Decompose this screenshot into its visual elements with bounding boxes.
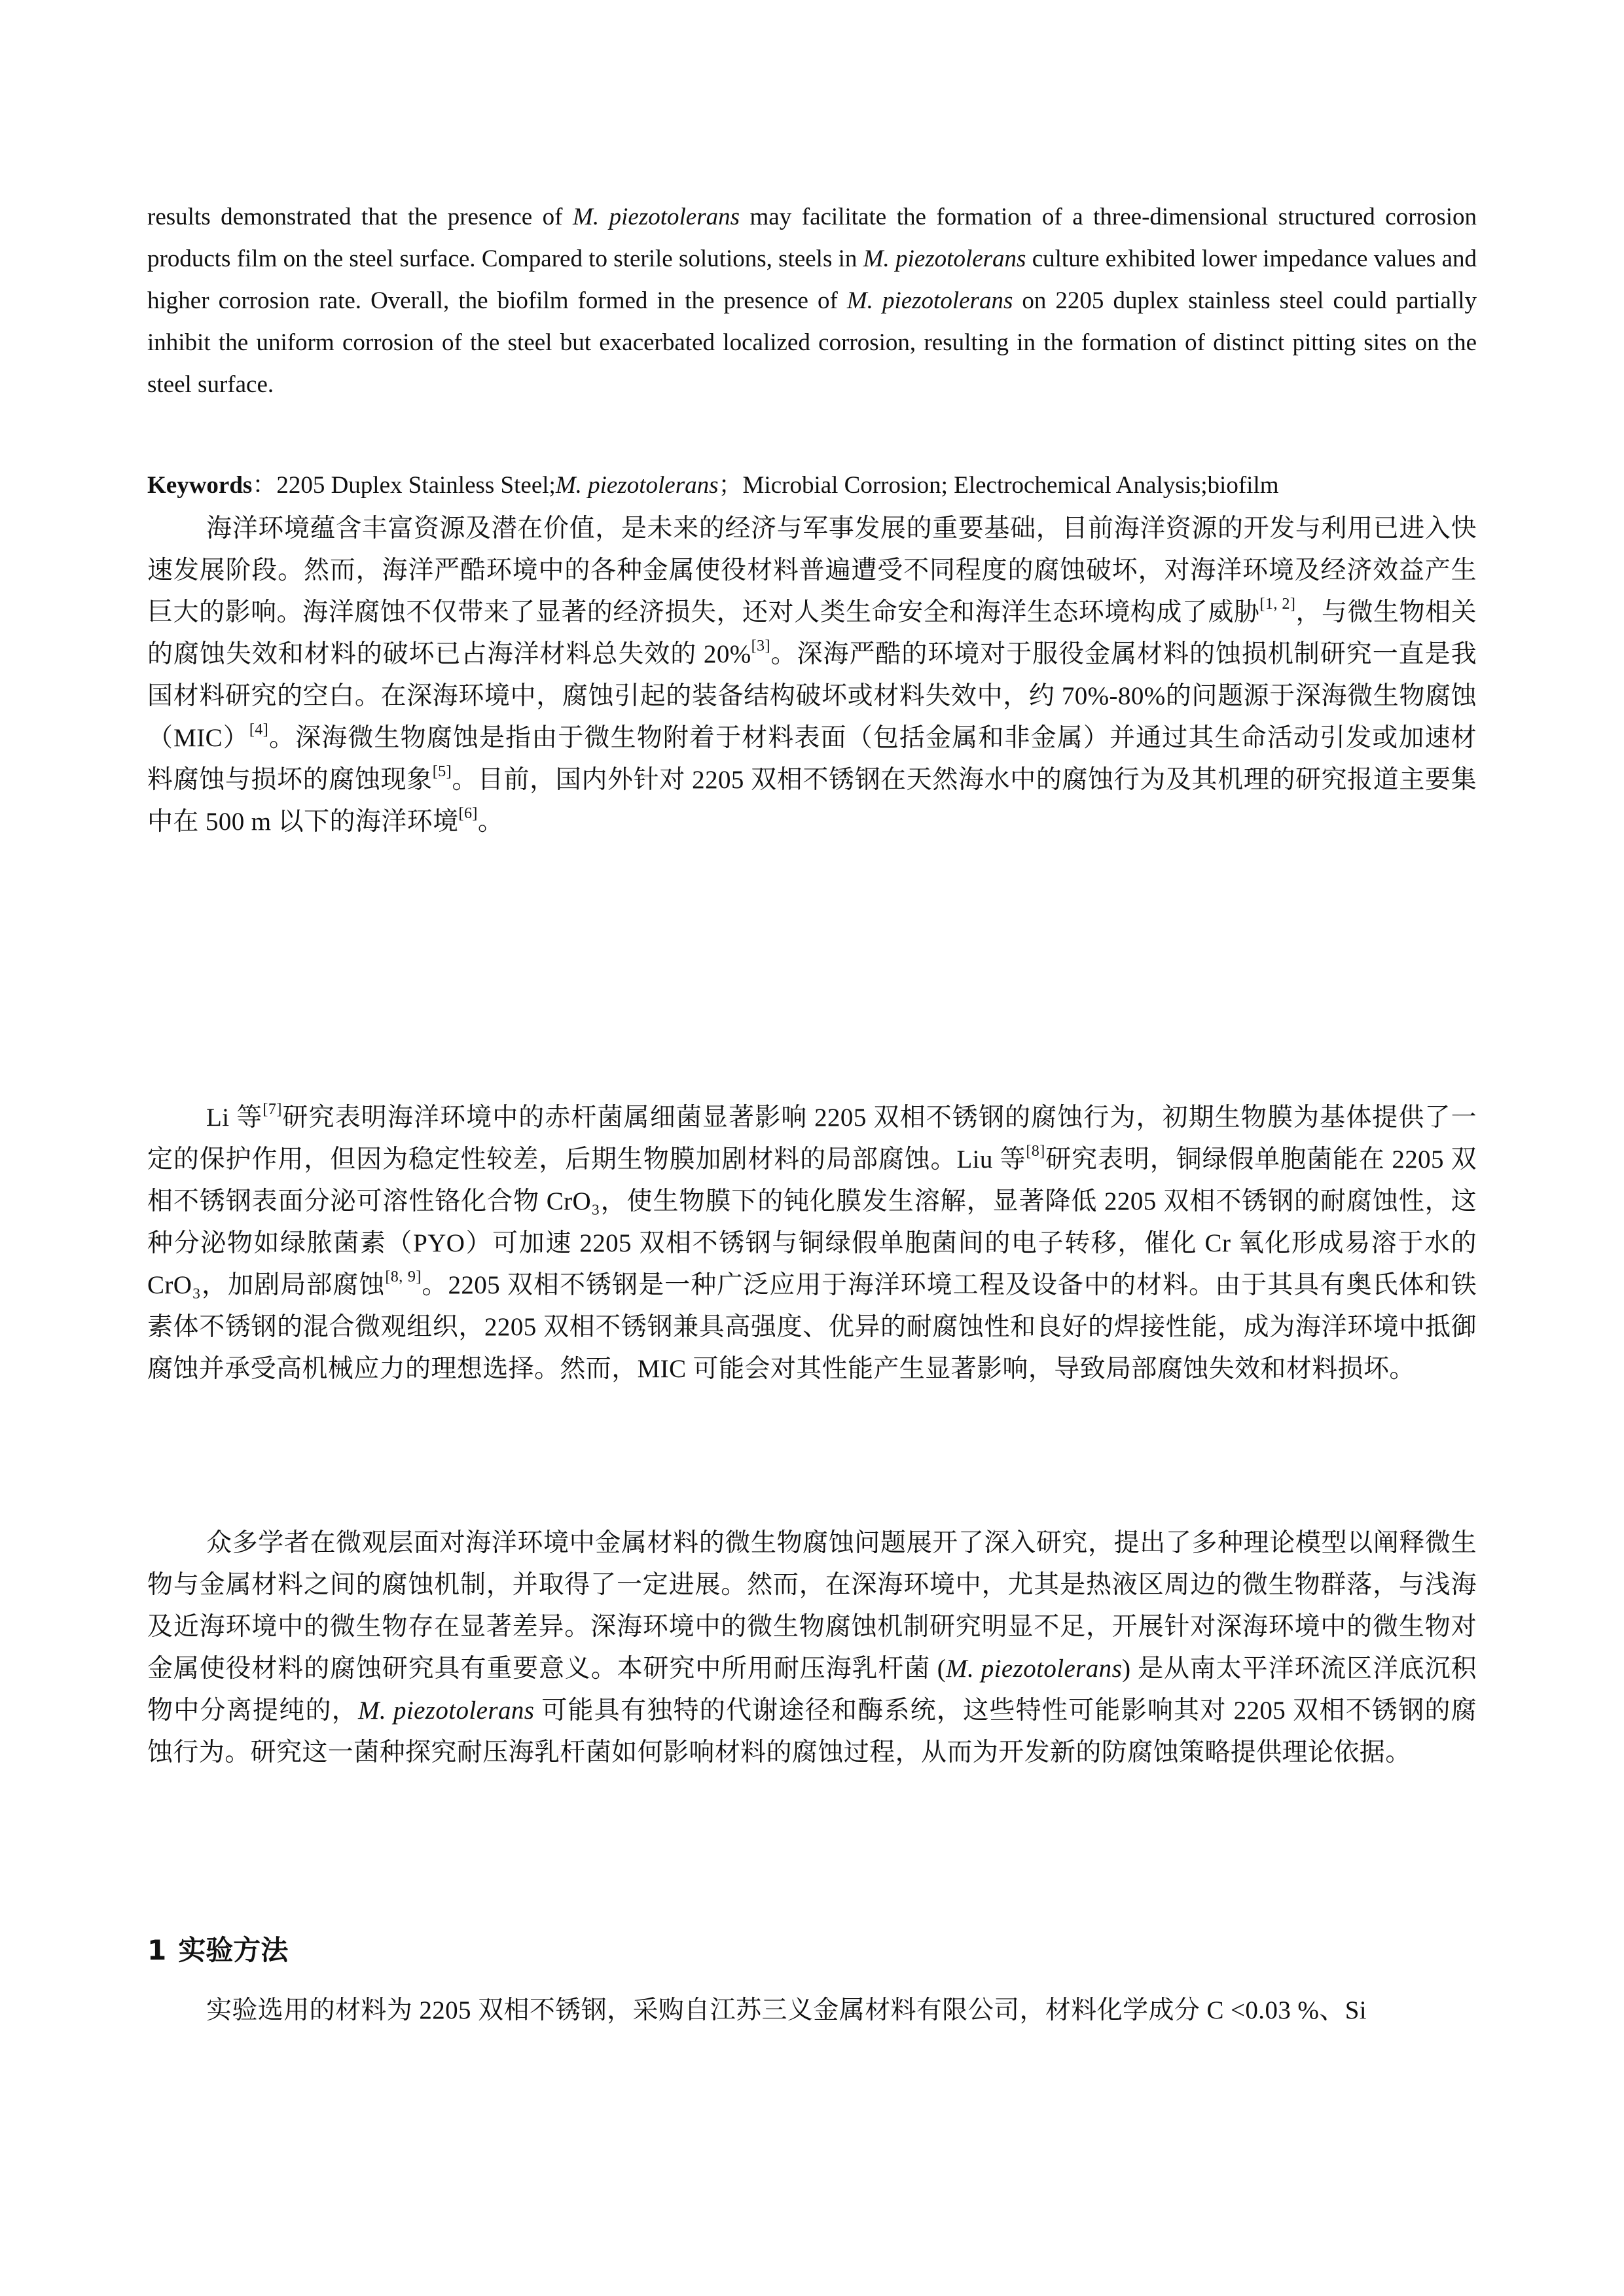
citation: [5] [432,762,452,780]
methods-paragraph-1 [147,1990,1477,2032]
citation: [6] [458,804,478,822]
paragraph-text: 。 [477,808,504,836]
keywords-label: Keywords [147,472,253,499]
paragraph-text: ) 是从南太平洋环流区洋底沉积物中分离提纯的， [147,1655,1477,1725]
citation: [1, 2] [1259,594,1296,613]
intro-paragraph-3 [147,1522,1477,1774]
intro-paragraph-2 [147,1097,1477,1390]
citation: [8] [1026,1141,1045,1160]
citation: [4] [249,720,269,738]
citation: [8, 9] [385,1267,422,1285]
citation: [7] [262,1100,282,1118]
organism-name: M. piezotolerans [573,204,740,230]
abstract-continuation [147,196,1477,406]
organism-name: M. piezotolerans [863,245,1026,272]
organism-name: M. piezotolerans [946,1655,1123,1683]
keyword-organism: M. piezotolerans [555,472,719,499]
organism-name: M. piezotolerans [846,287,1013,314]
abstract-text: results demonstrated that the presence of [147,204,573,230]
paragraph-text: Li 等 [206,1103,263,1132]
paragraph-text: 海洋环境蕴含丰富资源及潜在价值，是未来的经济与军事发展的重要基础，目前海洋资源的开发与利用已进入快速发展阶段。然而，海洋严酷环境中的各种金属使役材料普遍遭受不同程度的腐蚀破坏，对海洋环境及经济效益产生巨大的影响。海洋腐蚀不仅带来了显著的经济损失，还对人类生命安全和海洋生态环境构成了威胁 [147,514,1477,626]
citation: [3] [751,636,770,655]
keyword: 2205 Duplex Stainless Steel; [276,472,556,499]
paragraph-text: 。深海严酷的环境对于服役金属材料的蚀损机制研究一直是我国材料研究的空白。在深海环境中，腐蚀引起的装备结构破坏或材料失效中，约 70%-80%的问题源于深海微生物腐蚀（MIC） [147,640,1477,752]
paragraph-text: 。深海微生物腐蚀是指由于微生物附着于材料表面（包括金属和非金属）并通过其生命活动引发或加速材料腐蚀与损坏的腐蚀现象 [147,724,1477,794]
keyword: ；Microbial Corrosion; Electrochemical Analysis;biofilm [718,472,1279,499]
paragraph-text: 。2205 双相不锈钢是一种广泛应用于海洋环境工程及设备中的材料。由于其具有奥氏体和铁素体不锈钢的混合微观组织，2205 双相不锈钢兼具高强度、优异的耐腐蚀性和良好的焊接性能，成为海洋环境中抵御腐蚀并承受高机械应力的理想选择。然而，MIC 可能会对其性能产生显著影响，导致局部腐蚀失效和材料损坏。 [147,1271,1477,1383]
paragraph-text: 可能具有独特的代谢途径和酶系统，这些特性可能影响其对 2205 双相不锈钢的腐蚀行为。研究这一菌种探究耐压海乳杆菌如何影响材料的腐蚀过程，从而为开发新的防腐蚀策略提供理论依据。 [147,1696,1477,1767]
keywords-colon: ： [252,472,277,499]
paragraph-text: 众多学者在微观层面对海洋环境中金属材料的微生物腐蚀问题展开了深入研究，提出了多种理论模型以阐释微生物与金属材料之间的腐蚀机制，并取得了一定进展。然而，在深海环境中，尤其是热液区周边的微生物群落，与浅海及近海环境中的微生物存在显著差异。深海环境中的微生物腐蚀机制研究明显不足，开展针对深海环境中的微生物对金属使役材料的腐蚀研究具有重要意义。本研究中所用耐压海乳杆菌 ( [147,1529,1477,1683]
section-number: 1 [147,1934,167,1966]
paragraph-text: 。目前，国内外针对 2205 双相不锈钢在天然海水中的腐蚀行为及其机理的研究报道主要集中在 500 m 以下的海洋环境 [147,766,1477,836]
abstract-text: may facilitate the formation of a three-dimensional structured corrosion products film on the steel surface. Compared to sterile solutions, steels in [147,204,1477,272]
section-title: 实验方法 [178,1934,289,1966]
section-heading [147,1929,1477,1971]
organism-name: M. piezotolerans [357,1696,535,1725]
paragraph-text: 研究表明，铜绿假单胞菌能在 2205 双相不锈钢表面分泌可溶性铬化合物 CrO₃，使生物膜下的钝化膜发生溶解，显著降低 2205 双相不锈钢的耐腐蚀性，这种分泌物如绿脓菌素（PYO）可加速 2205 双相不锈钢与铜绿假单胞菌间的电子转移，催化 Cr 氧化形成易溶于水的 CrO₃，加剧局部腐蚀 [147,1145,1477,1299]
paragraph-text: 实验选用的材料为 2205 双相不锈钢，采购自江苏三义金属材料有限公司，材料化学成分 C <0.03 %、Si [206,1996,1367,2024]
keywords-line [147,465,1477,507]
paragraph-text: ，与微生物相关的腐蚀失效和材料的破坏已占海洋材料总失效的 20% [147,598,1477,668]
intro-paragraph-1 [147,508,1477,843]
paragraph-text: 研究表明海洋环境中的赤杆菌属细菌显著影响 2205 双相不锈钢的腐蚀行为，初期生物膜为基体提供了一定的保护作用，但因为稳定性较差，后期生物膜加剧材料的局部腐蚀。Liu 等 [147,1103,1477,1174]
abstract-text: culture exhibited lower impedance values and higher corrosion rate. Overall, the biofilm formed in the presence of [147,245,1477,314]
abstract-text: on 2205 duplex stainless steel could partially inhibit the uniform corrosion of the steel but exacerbated localized corrosion, resulting in the formation of distinct pitting sites on the steel surface. [147,287,1477,398]
